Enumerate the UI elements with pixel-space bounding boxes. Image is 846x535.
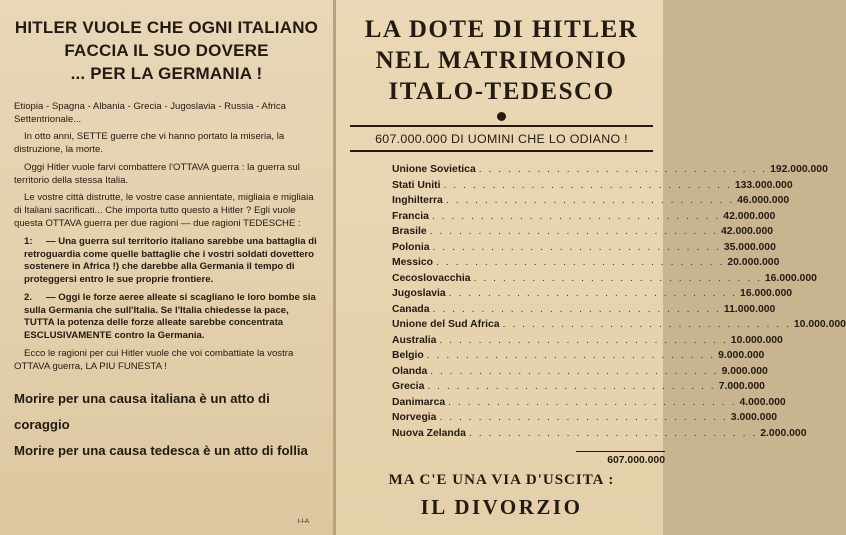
table-row	[392, 303, 776, 320]
paragraph: Oggi Hitler vuole farvi combattere l'OTTAVA guerra : la guerra sul territorio della stessa Italia.	[14, 161, 300, 186]
table-row	[392, 427, 807, 444]
left-heading-line: ... PER LA GERMANIA !	[70, 64, 263, 83]
reason-number: 1:	[24, 236, 33, 248]
population-value: 192.000.000	[770, 164, 828, 175]
population-value: 11.000.000	[723, 303, 776, 315]
table-row	[392, 381, 765, 397]
population-value: 9.000.000	[721, 365, 768, 377]
population-value: 3.000.000	[730, 412, 778, 423]
leader-dots: . . . . . . . . . . . . . . . . . . . . . . . . . . . . . .	[431, 210, 721, 222]
right-panel	[336, 0, 846, 535]
leader-dots: . . . . . . . . . . . . . . . . . . . . . . . . . . . . . .	[448, 396, 737, 408]
population-value: 16.000.000	[764, 272, 817, 284]
country-name: Cecoslovacchia	[392, 272, 471, 284]
country-name: Grecia	[392, 381, 425, 392]
divorce-line: IL DIVORZIO	[420, 495, 583, 519]
leader-dots: . . . . . . . . . . . . . . . . . . . . . . . . . . . . . .	[478, 164, 768, 175]
leader-dots: . . . . . . . . . . . . . . . . . . . . . . . . . . . . . .	[439, 412, 728, 423]
table-row	[392, 319, 846, 335]
table-row	[392, 396, 786, 413]
left-heading-line: HITLER VUOLE CHE OGNI ITALIANO	[14, 18, 319, 37]
country-name: Inghilterra	[392, 195, 443, 206]
leader-dots: . . . . . . . . . . . . . . . . . . . . . . . . . . . . . .	[443, 179, 732, 191]
population-value: 20.000.000	[727, 257, 780, 268]
leader-dots: . . . . . . . . . . . . . . . . . . . . . . . . . . . . . .	[432, 241, 721, 253]
leader-dots: . . . . . . . . . . . . . . . . . . . . . . . . . . . . . .	[439, 334, 728, 346]
table-row	[392, 226, 774, 242]
left-body	[14, 101, 319, 374]
leader-dots: . . . . . . . . . . . . . . . . . . . . . . . . . . . . . .	[473, 272, 762, 284]
leader-dots: . . . . . . . . . . . . . . . . . . . . . . . . . . . . . .	[468, 427, 758, 439]
table-row	[392, 195, 790, 211]
country-name: Stati Uniti	[392, 179, 441, 191]
country-name: Unione del Sud Africa	[392, 319, 500, 330]
country-name: Olanda	[392, 365, 428, 377]
paragraph: In otto anni, SETTE guerre che vi hanno portato la miseria, la distruzione, la morte.	[14, 131, 285, 156]
leader-dots: . . . . . . . . . . . . . . . . . . . . . . . . . . . . . .	[436, 257, 725, 268]
country-name: Messico	[392, 257, 434, 268]
table-row	[392, 164, 828, 180]
population-value: 46.000.000	[737, 195, 790, 206]
leader-dots: . . . . . . . . . . . . . . . . . . . . . . . . . . . . . .	[426, 350, 716, 361]
country-name: Danimarca	[392, 396, 446, 408]
table-row	[392, 412, 778, 428]
leader-dots: . . . . . . . . . . . . . . . . . . . . . . . . . . . . . .	[502, 319, 791, 330]
right-heading-line: NEL MATRIMONIO	[375, 47, 628, 74]
leader-dots: . . . . . . . . . . . . . . . . . . . . . . . . . . . . . .	[427, 381, 716, 392]
table-row	[392, 257, 780, 273]
population-value: 35.000.000	[723, 241, 776, 253]
country-name: Unione Sovietica	[392, 164, 476, 175]
table-row	[392, 350, 765, 366]
left-heading-line: FACCIA IL SUO DOVERE	[64, 41, 269, 60]
table-row	[392, 365, 768, 382]
mottos	[14, 386, 319, 464]
table-row	[392, 179, 793, 196]
left-panel	[0, 0, 333, 535]
table-row	[392, 241, 776, 258]
population-value: 7.000.000	[718, 381, 765, 392]
population-value: 133.000.000	[734, 179, 793, 191]
leader-dots: . . . . . . . . . . . . . . . . . . . . . . . . . . . . . .	[429, 226, 718, 237]
population-value: 42.000.000	[723, 210, 776, 222]
total-rule	[576, 451, 665, 452]
left-heading	[14, 16, 319, 85]
paragraph: Le vostre città distrutte, le vostre case annientate, migliaia e migliaia di Italiani sacrificati... Che importa tutto questo a Hitler ? Egli vuole questa OTTAVA guerra per due ragioni — due ragioni TEDESCHE :	[14, 192, 314, 229]
motto-courage: Morire per una causa italiana è un atto di coraggio	[14, 390, 270, 432]
right-heading-line: LA DOTE DI HITLER	[364, 16, 639, 43]
country-name: Australia	[392, 334, 437, 346]
leader-dots: . . . . . . . . . . . . . . . . . . . . . . . . . . . . . .	[430, 365, 719, 377]
country-table	[392, 164, 846, 443]
war-list: Etiopia - Spagna - Albania - Grecia - Jugoslavia - Russia - Africa Settentrionale...	[14, 101, 286, 125]
leader-dots: . . . . . . . . . . . . . . . . . . . . . . . . . . . . . .	[448, 288, 738, 299]
closing-paragraph: Ecco le ragioni per cui Hitler vuole che voi combattiate la vostra OTTAVA guerra, LA PIU FUNESTA !	[14, 348, 294, 373]
reason-point	[24, 292, 319, 342]
subheading: 607.000.000 DI UOMINI CHE LO ODIANO !	[350, 125, 653, 152]
country-name: Nuova Zelanda	[392, 427, 466, 439]
exit-line: MA C'E UNA VIA D'USCITA :	[388, 472, 615, 488]
table-row	[392, 288, 793, 304]
country-name: Francia	[392, 210, 429, 222]
country-name: Belgio	[392, 350, 424, 361]
country-name: Canada	[392, 303, 430, 315]
population-value: 4.000.000	[739, 396, 786, 408]
reason-point	[24, 236, 319, 286]
country-name: Jugoslavia	[392, 288, 446, 299]
reason-text: — Oggi le forze aeree alleate si scagliano le loro bombe sia sulla Germania che sull'Italia. Se l'Italia chiedesse la pace, TUTTA la potenza delle forze alleate sarebbe concentrata ESCLUSIVAMENTE contro la Germania.	[24, 292, 316, 341]
table-row	[392, 210, 776, 227]
population-value: 10.000.000	[793, 319, 846, 330]
right-heading-line: ITALO-TEDESCO	[388, 78, 615, 105]
reason-text: — Una guerra sul territorio italiano sarebbe una battaglia di retroguardia come quelle battaglie che i vostri soldati dovettero sostenere in Africa !) che darebbe alla Germania il tempo di proteggersi entro le sue proprie frontiere.	[24, 236, 317, 285]
population-value: 16.000.000	[740, 288, 793, 299]
print-mark: I-I-A	[297, 519, 309, 525]
leader-dots: . . . . . . . . . . . . . . . . . . . . . . . . . . . . . .	[445, 195, 735, 206]
right-heading	[350, 14, 653, 107]
motto-folly: Morire per una causa tedesca è un atto di follia	[14, 442, 308, 458]
country-name: Norvegia	[392, 412, 437, 423]
table-row	[392, 334, 783, 351]
total-value: 607.000.000	[607, 455, 665, 466]
country-name: Brasile	[392, 226, 427, 237]
reason-number: 2.	[24, 292, 33, 304]
country-name: Polonia	[392, 241, 430, 253]
population-value: 9.000.000	[718, 350, 765, 361]
table-row	[392, 272, 817, 289]
population-value: 42.000.000	[721, 226, 774, 237]
leader-dots: . . . . . . . . . . . . . . . . . . . . . . . . . . . . . .	[432, 303, 721, 315]
population-value: 10.000.000	[730, 334, 783, 346]
population-value: 2.000.000	[760, 427, 807, 439]
bullet-dot	[497, 112, 506, 121]
